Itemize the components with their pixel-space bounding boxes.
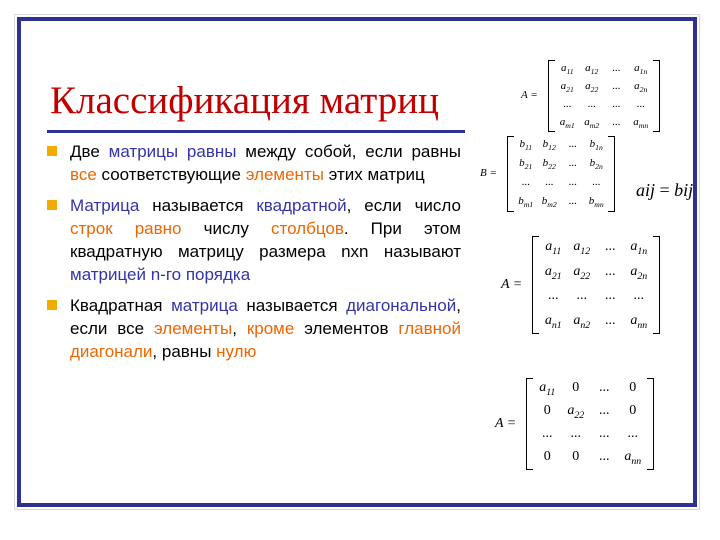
matrix-entry: $a_{21}$ (544, 263, 562, 282)
bullet-segment: столбцов (270, 219, 344, 238)
matrix-entry: $a_{11}$ (539, 380, 556, 399)
bullet-list (46, 140, 461, 371)
bullet-segment: матрицы равны (108, 142, 237, 161)
slide-title: Классификация матриц (50, 79, 439, 122)
matrix-entry: ... (599, 426, 610, 442)
equality-right: bij (674, 180, 694, 200)
matrix-b-formula (480, 136, 615, 212)
matrix-entry: $a_{nn}$ (624, 449, 642, 468)
matrix-left-bracket (526, 378, 533, 470)
matrix-entry: $b_{12}$ (542, 138, 556, 153)
bullet-segment: называется (139, 196, 257, 215)
matrix-entry: $a_{11}$ (560, 61, 574, 77)
matrix-right-bracket (608, 136, 615, 212)
matrix-right-bracket (653, 236, 660, 334)
matrix-entry: $b_{mn}$ (588, 195, 604, 210)
bullet-segment: элементов (294, 319, 399, 338)
bullet-segment: между собой, если равны (236, 142, 462, 161)
matrix-entry: 0 (543, 449, 551, 465)
matrix-entry: ... (542, 426, 553, 442)
matrix-entry: 0 (629, 380, 637, 396)
matrix-entry: $b_{21}$ (519, 157, 533, 172)
matrix-entry: ... (605, 239, 616, 255)
bullet-segment: , (232, 319, 247, 338)
matrix-entry: ... (563, 97, 572, 110)
matrix-entry: 0 (572, 449, 580, 465)
matrix-left-bracket (548, 60, 555, 132)
matrix-entry: $a_{m2}$ (584, 115, 600, 131)
matrix-label: A = (501, 276, 523, 292)
matrix-entry: ... (521, 176, 530, 189)
matrix-entry: ... (633, 288, 644, 304)
bullet-square-icon (47, 146, 57, 156)
matrix-label: A = (495, 415, 517, 431)
matrix-label: A = (521, 89, 538, 102)
matrix-entry: ... (599, 449, 610, 465)
bullet-segment: матрицей n-го порядка (70, 265, 251, 284)
matrix-entry: ... (568, 195, 577, 208)
matrix-label: B = (480, 167, 497, 180)
matrix-entry: $a_{21}$ (560, 79, 574, 95)
matrix-entry: ... (548, 288, 559, 304)
equality-sign: = (659, 180, 670, 200)
bullet-segment: , равны (152, 342, 217, 361)
matrix-entry: ... (605, 263, 616, 279)
matrix-entry: $a_{22}$ (567, 403, 585, 422)
bullet-segment: матрица (171, 296, 238, 315)
bullet-square-icon (47, 200, 57, 210)
bullet-segment: элементы (153, 319, 233, 338)
matrix-right-bracket (653, 60, 660, 132)
matrix-entry: ... (612, 79, 621, 92)
bullet-segment: кроме (246, 319, 295, 338)
square-matrix-formula (501, 236, 660, 334)
matrix-entry: $b_{11}$ (519, 138, 533, 153)
bullet-segment: Квадратная (70, 296, 172, 315)
bullet-segment: . При этом квадратную матрицу размера nxn называют (70, 219, 461, 261)
matrix-entry: $a_{22}$ (573, 263, 591, 282)
matrix-entry: $a_{22}$ (585, 79, 599, 95)
matrix-entry: $b_{22}$ (542, 157, 556, 172)
matrix-entry: ... (605, 312, 616, 328)
bullet-text (70, 142, 461, 184)
matrix-entry: ... (605, 288, 616, 304)
matrix-entry: 0 (629, 403, 637, 419)
matrix-entry: ... (568, 176, 577, 189)
matrix-entry: $a_{m1}$ (559, 115, 575, 131)
bullet-segment: диагональной (346, 296, 457, 315)
bullet-segment: главной диагонали (70, 319, 461, 361)
title-divider (47, 130, 465, 133)
matrix-entry: 0 (543, 403, 551, 419)
matrix-entry: ... (576, 288, 587, 304)
matrix-entry: ... (612, 115, 621, 128)
bullet-text (70, 196, 461, 284)
matrix-entry: ... (599, 403, 610, 419)
matrix-entry: $a_{12}$ (573, 239, 591, 257)
bullet-segment: строк равно (70, 219, 182, 238)
matrix-entry: $a_{n1}$ (544, 312, 562, 331)
bullet-segment: называется (237, 296, 347, 315)
bullet-segment: нулю (216, 342, 257, 361)
matrix-left-bracket (507, 136, 514, 212)
matrix-entry: ... (599, 380, 610, 396)
bullet-segment: этих матриц (323, 165, 425, 184)
bullet-segment: соответствующие (96, 165, 246, 184)
diagonal-matrix-formula (495, 378, 654, 470)
bullet-segment: числу (181, 219, 271, 238)
matrix-entry: ... (545, 176, 554, 189)
matrix-entry: ... (612, 61, 621, 74)
bullet-segment: , если все (70, 296, 461, 338)
bullet-segment: Матрица (70, 196, 140, 215)
matrix-entry: ... (568, 157, 577, 170)
matrix-entry: ... (568, 138, 577, 151)
matrix-entry: $b_{m2}$ (541, 195, 557, 210)
matrix-entry: $b_{2n}$ (589, 157, 603, 172)
equality-left: aij (636, 180, 656, 200)
matrix-entry: ... (627, 426, 638, 442)
bullet-item-equal-matrices (46, 140, 461, 186)
matrix-entry: $a_{12}$ (585, 61, 599, 77)
matrix-entry: $a_{11}$ (545, 239, 562, 257)
bullet-item-square-matrix (46, 194, 461, 286)
matrix-entry: $b_{1n}$ (589, 138, 603, 153)
matrix-entry: 0 (572, 380, 580, 396)
matrix-a-formula (521, 60, 660, 132)
matrix-entry: ... (592, 176, 601, 189)
matrix-entry: $a_{1n}$ (630, 239, 648, 257)
element-equality-formula (636, 180, 693, 201)
bullet-square-icon (47, 300, 57, 310)
matrix-entry: $a_{1n}$ (634, 61, 648, 77)
matrix-entry: ... (636, 97, 645, 110)
bullet-segment: Две (70, 142, 109, 161)
matrix-entry: $a_{mn}$ (633, 115, 649, 131)
matrix-entry: ... (570, 426, 581, 442)
bullet-segment: , если число (346, 196, 461, 215)
matrix-entry: ... (612, 97, 621, 110)
matrix-entry: $b_{m1}$ (518, 195, 534, 210)
matrix-entry: $a_{2n}$ (630, 263, 648, 282)
bullet-item-diagonal-matrix (46, 294, 461, 363)
bullet-segment: квадратной (256, 196, 347, 215)
matrix-left-bracket (532, 236, 539, 334)
matrix-entry: $a_{2n}$ (634, 79, 648, 95)
matrix-right-bracket (647, 378, 654, 470)
bullet-segment: все (70, 165, 97, 184)
matrix-entry: $a_{n2}$ (573, 312, 591, 331)
bullet-segment: элементы (245, 165, 324, 184)
bullet-text (70, 296, 461, 361)
matrix-entry: ... (587, 97, 596, 110)
matrix-entry: $a_{nn}$ (630, 312, 648, 331)
